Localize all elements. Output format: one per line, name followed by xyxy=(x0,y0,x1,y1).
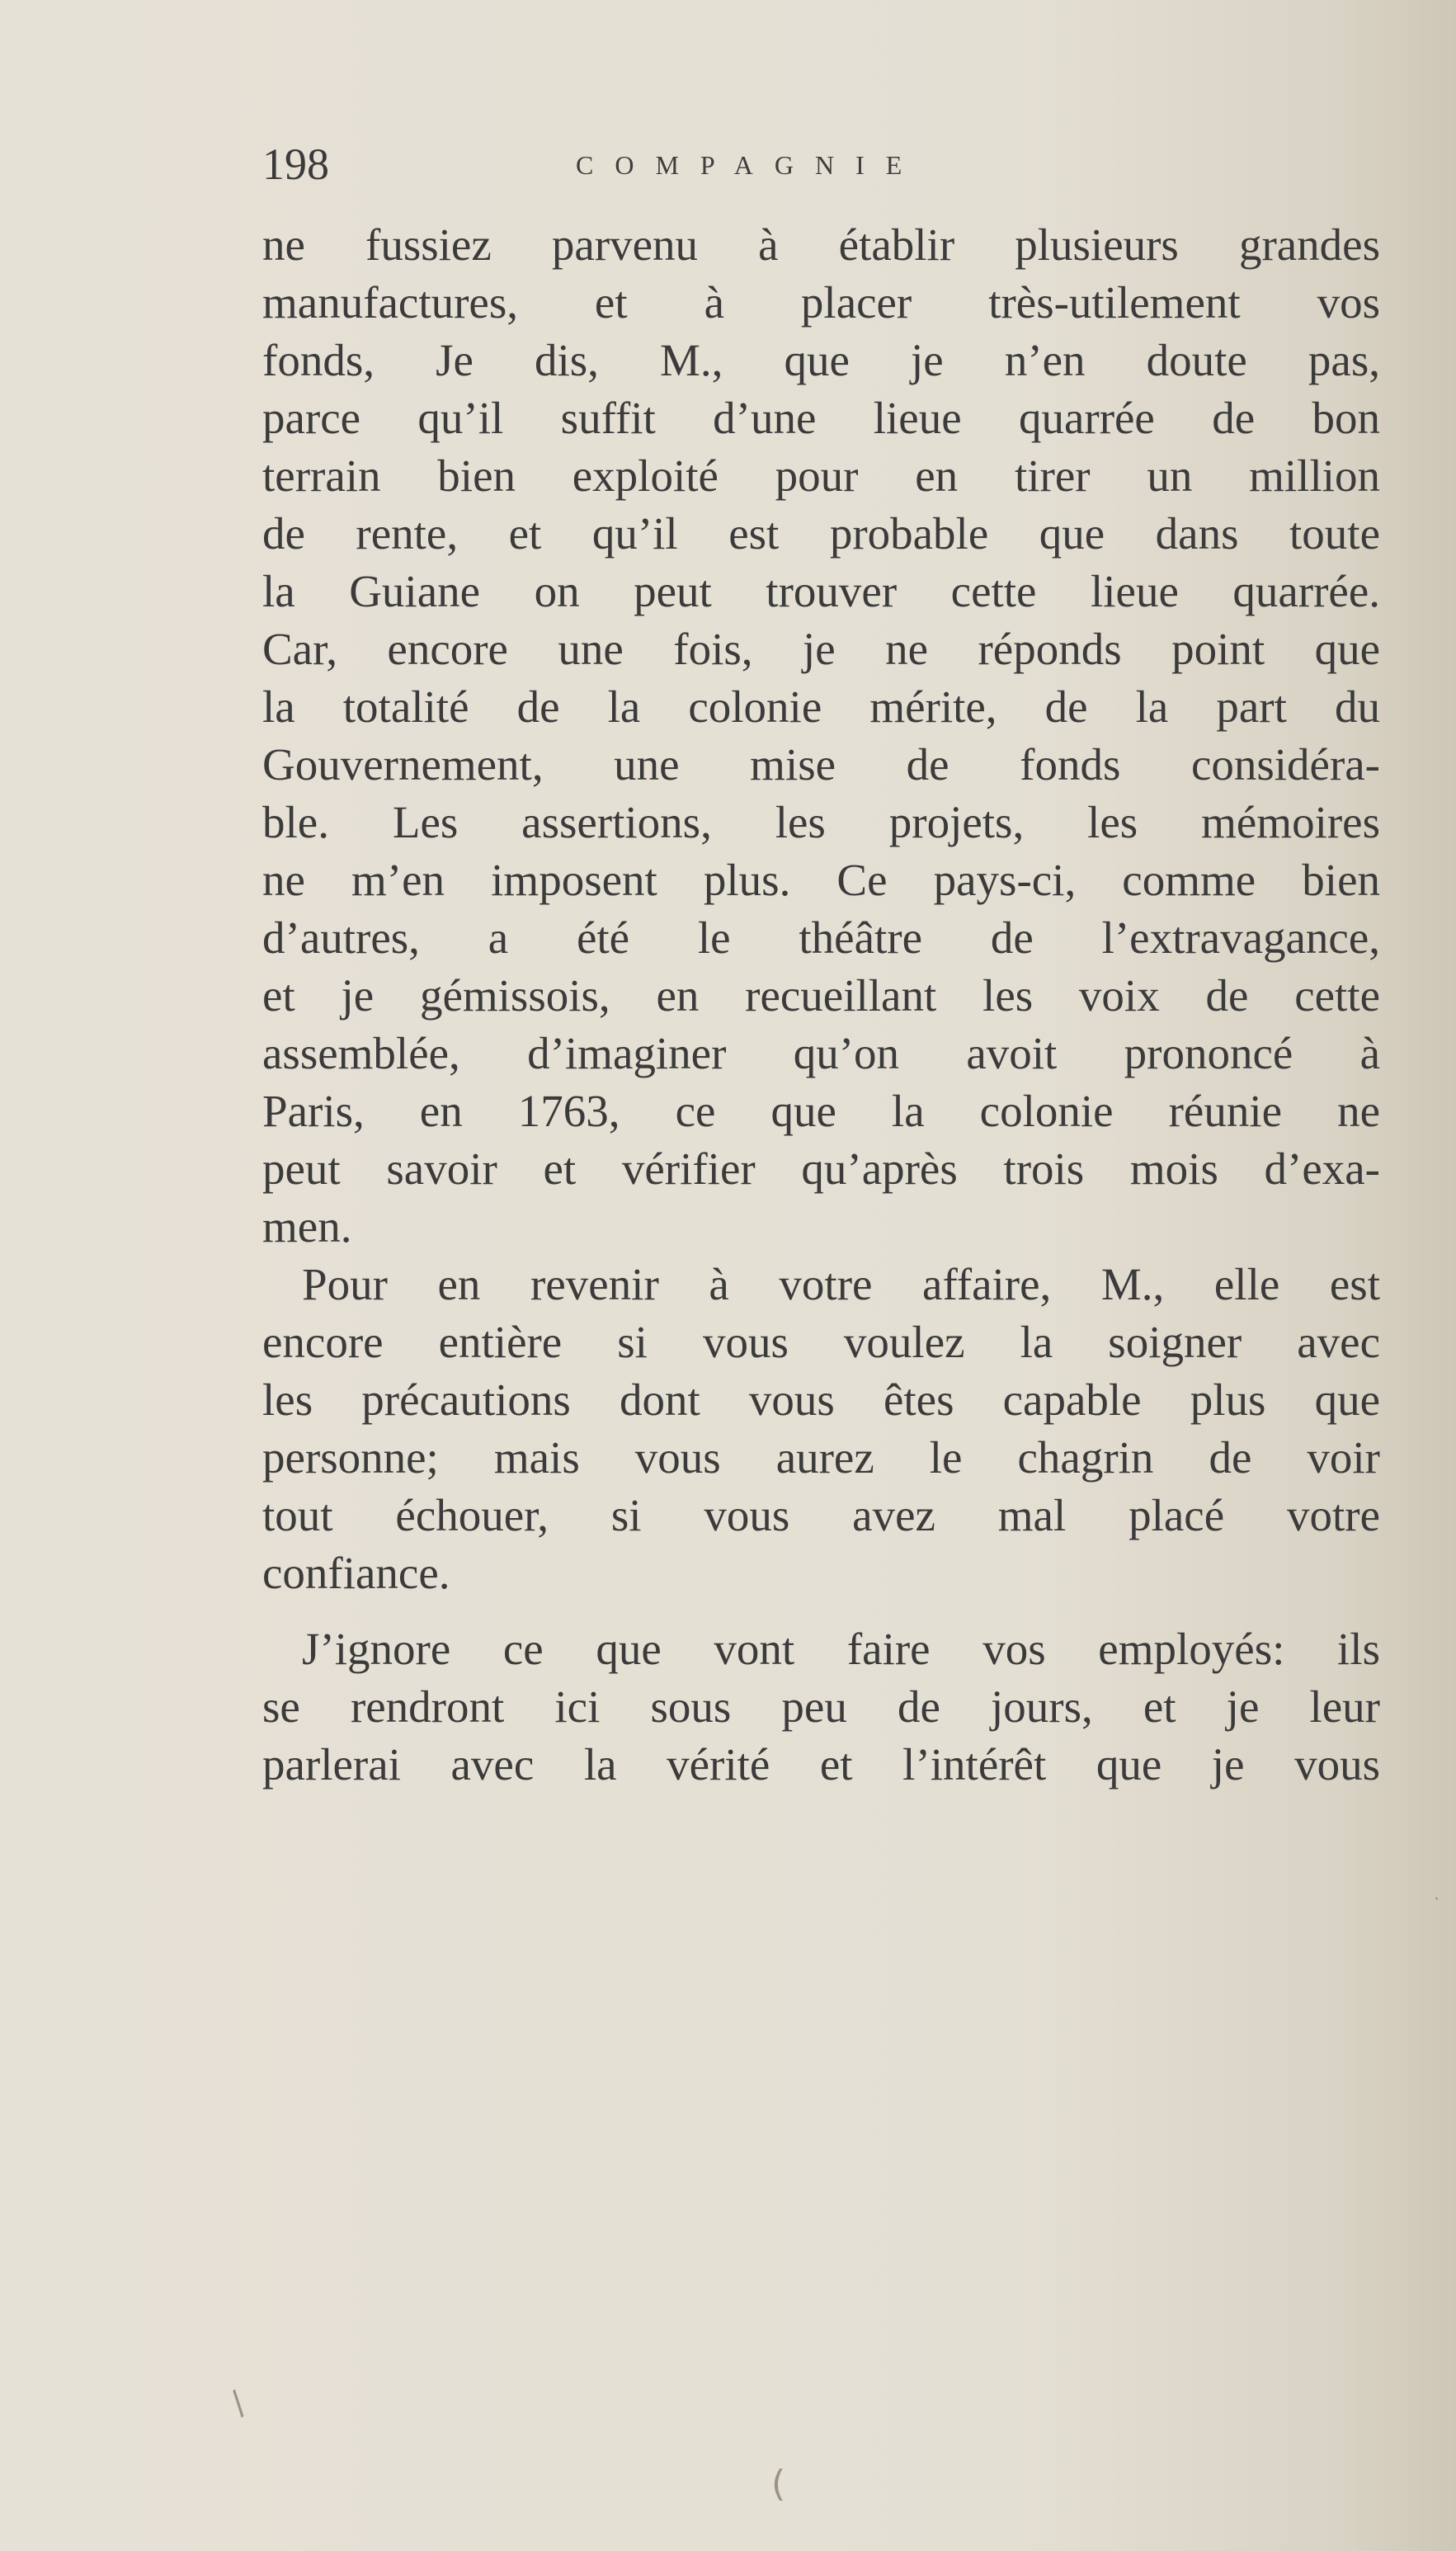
page-number: 198 xyxy=(262,139,329,189)
text-line: peut savoir et vérifier qu’après trois mois d’exa- xyxy=(262,1143,1380,1194)
text-line: la Guiane on peut trouver cette lieue quarrée. xyxy=(262,566,1380,616)
running-title: COMPAGNIE xyxy=(576,150,924,180)
text-line: ne fussiez parvenu à établir plusieurs grandes xyxy=(262,219,1380,270)
text-line: parce qu’il suffit d’une lieue quarrée de bon xyxy=(262,393,1380,443)
text-line: men. xyxy=(262,1201,352,1252)
paper-mark: · xyxy=(1434,1889,1440,1910)
paper-mark: ( xyxy=(771,2463,786,2505)
text-line: confiance. xyxy=(262,1548,450,1598)
text-line: Paris, en 1763, ce que la colonie réunie ne xyxy=(262,1086,1380,1136)
text-line: tout échouer, si vous avez mal placé votre xyxy=(262,1490,1380,1540)
text-line: Car, encore une fois, je ne réponds point que xyxy=(262,624,1380,674)
text-line: manufactures, et à placer très-utilement vos xyxy=(262,277,1380,328)
text-line: Pour en revenir à votre affaire, M., elle est xyxy=(302,1259,1380,1309)
text-line: les précautions dont vous êtes capable plus que xyxy=(262,1375,1380,1425)
text-line: ne m’en imposent plus. Ce pays-ci, comme bien xyxy=(262,855,1380,905)
text-line: ble. Les assertions, les projets, les mémoires xyxy=(262,797,1380,847)
text-line: personne; mais vous aurez le chagrin de voir xyxy=(262,1432,1380,1483)
text-line: assemblée, d’imaginer qu’on avoit prononcé à xyxy=(262,1028,1380,1078)
text-line: la totalité de la colonie mérite, de la part du xyxy=(262,681,1380,732)
text-line: et je gémissois, en recueillant les voix de cette xyxy=(262,970,1380,1021)
text-line: de rente, et qu’il est probable que dans toute xyxy=(262,508,1380,559)
text-line: Gouvernement, une mise de fonds considéra- xyxy=(262,739,1380,790)
body-text xyxy=(262,216,1380,1794)
running-head xyxy=(262,139,1384,196)
text-line: fonds, Je dis, M., que je n’en doute pas, xyxy=(262,335,1380,385)
text-line: J’ignore ce que vont faire vos employés: ils xyxy=(302,1624,1380,1674)
text-line: terrain bien exploité pour en tirer un million xyxy=(262,450,1380,501)
text-line: parlerai avec la vérité et l’intérêt que je vous xyxy=(262,1739,1380,1789)
text-line: d’autres, a été le théâtre de l’extravagance, xyxy=(262,912,1380,963)
paper-mark: / xyxy=(223,2384,254,2422)
text-line: encore entière si vous voulez la soigner avec xyxy=(262,1317,1380,1367)
text-line: se rendront ici sous peu de jours, et je leur xyxy=(262,1681,1380,1732)
